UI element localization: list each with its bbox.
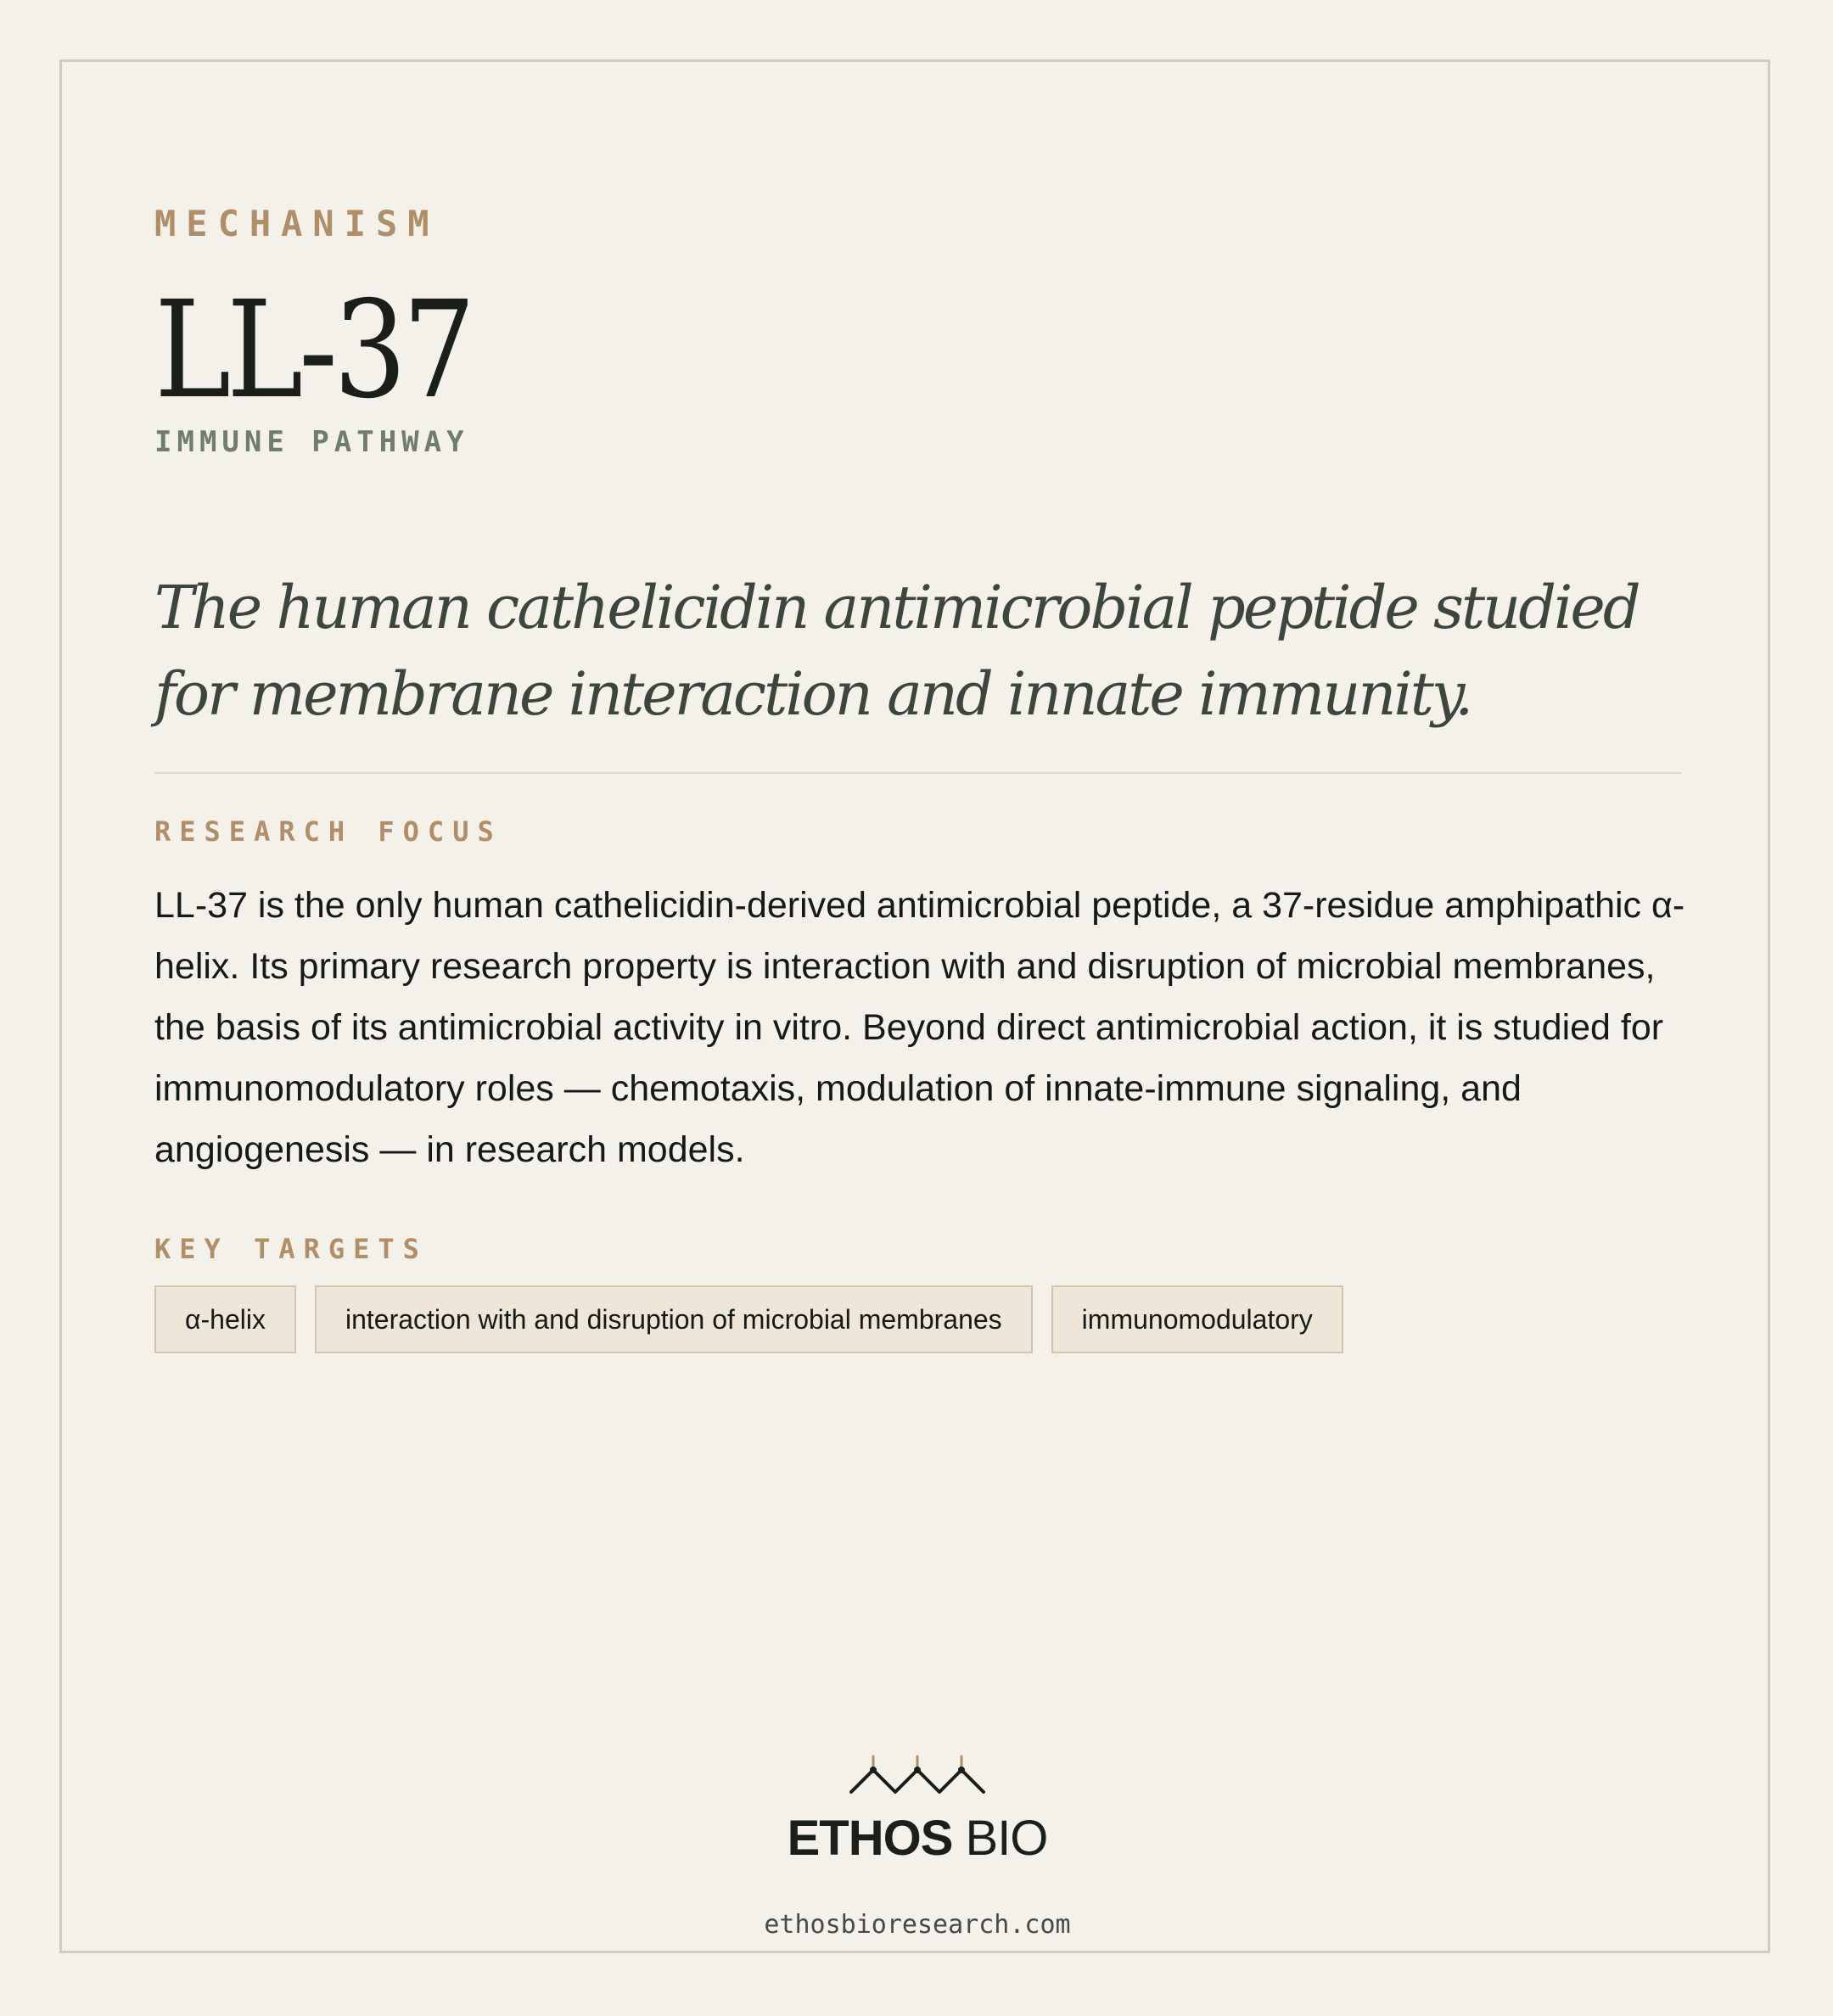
molecule-chain-icon bbox=[849, 1753, 985, 1799]
target-chip: α-helix bbox=[154, 1285, 296, 1353]
eyebrow-label: MECHANISM bbox=[154, 203, 440, 244]
research-focus-label: RESEARCH FOCUS bbox=[154, 815, 502, 848]
tagline: The human cathelicidin antimicrobial peptide studied for membrane interaction and innate immunity. bbox=[154, 573, 1639, 729]
brand-bold: ETHOS bbox=[787, 1811, 953, 1866]
pathway-subtitle: IMMUNE PATHWAY bbox=[154, 425, 469, 459]
brand-light: BIO bbox=[952, 1811, 1048, 1866]
website-url: ethosbioresearch.com bbox=[764, 1910, 1071, 1940]
brand-wordmark bbox=[62, 1810, 1773, 1867]
section-divider bbox=[154, 772, 1682, 774]
target-chip: immunomodulatory bbox=[1051, 1285, 1343, 1353]
research-focus-body: LL-37 is the only human cathelicidin-derived antimicrobial peptide, a 37-residue amphipathic α-helix. Its primary research property is interaction with and disruption of microbial membranes, the basis of its antimicrobial activity in vitro. Beyond direct antimicrobial action, it is studied for immunomodulatory roles — chemotaxis, modulation of innate-immune signaling, and angiogenesis — in research models. bbox=[154, 885, 1685, 1170]
page-title: LL-37 bbox=[154, 272, 472, 428]
target-chip: interaction with and disruption of microbial membranes bbox=[315, 1285, 1033, 1353]
key-targets-list bbox=[154, 1285, 1343, 1353]
mechanism-card bbox=[59, 59, 1770, 1953]
key-targets-label: KEY TARGETS bbox=[154, 1233, 428, 1265]
